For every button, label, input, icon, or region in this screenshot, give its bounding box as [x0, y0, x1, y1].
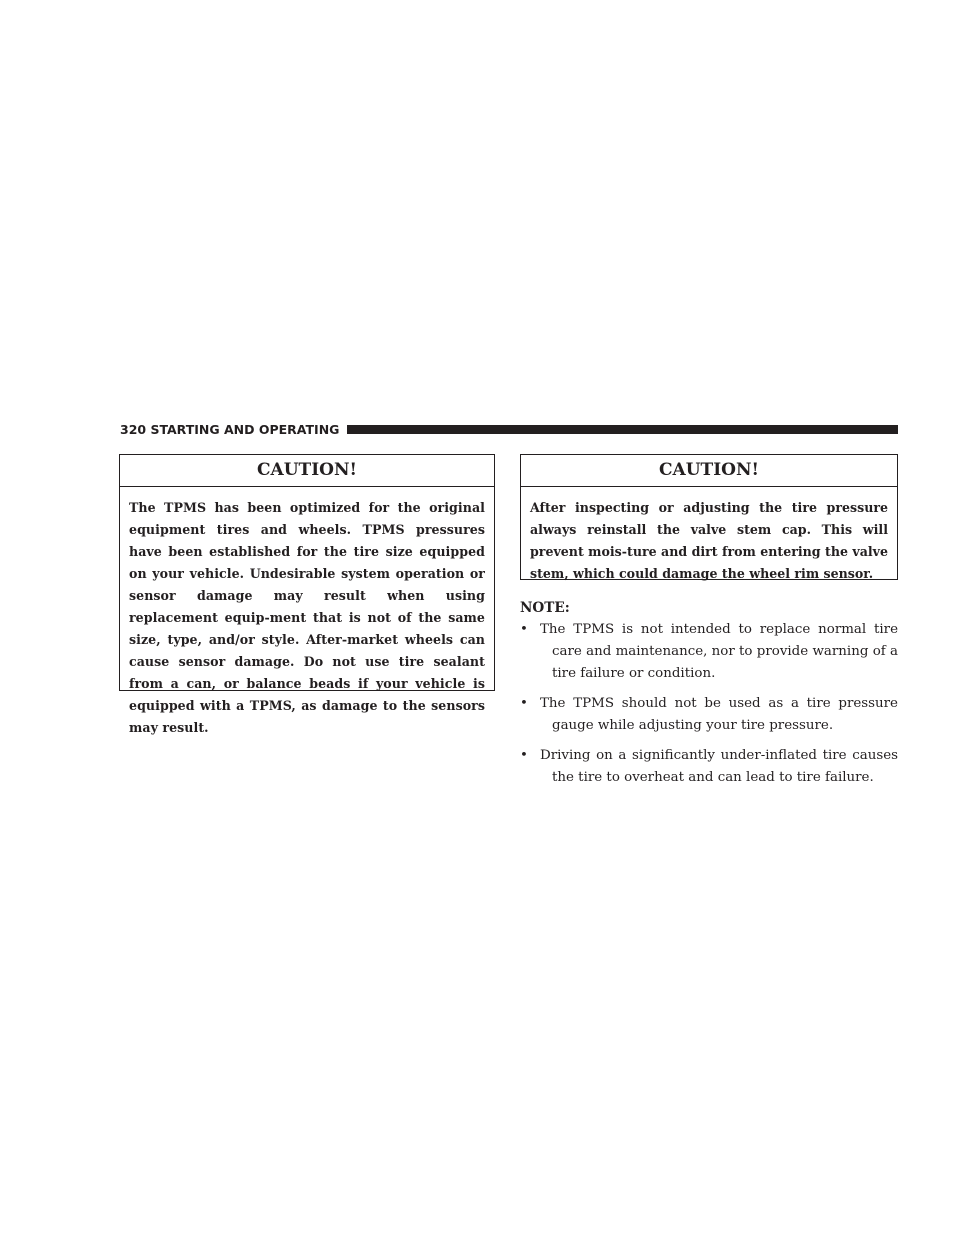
caution-box-valve-stem — [520, 454, 898, 580]
note-list — [520, 619, 898, 789]
page-section-label: 320 STARTING AND OPERATING — [120, 421, 340, 437]
list-item: • The TPMS should not be used as a tire pressure gauge while adjusting your tire pressure. — [520, 693, 898, 737]
header-rule — [347, 425, 898, 434]
caution-body: After inspecting or adjusting the tire pressure always reinstall the valve stem cap. This will prevent mois-ture and dirt from entering the valve stem, which could damage the wheel rim sensor. — [530, 500, 888, 581]
note-label: NOTE: — [520, 600, 570, 616]
caution-title: CAUTION! — [521, 455, 897, 487]
notes-section — [520, 597, 898, 797]
list-item: • The TPMS is not intended to replace normal tire care and maintenance, nor to provide warning of a tire failure or condition. — [520, 619, 898, 685]
page-header — [120, 420, 898, 438]
caution-title: CAUTION! — [120, 455, 494, 487]
caution-box-tpms-optimized — [119, 454, 495, 735]
list-item: • Driving on a significantly under-inflated tire causes the tire to overheat and can lead to tire failure. — [520, 745, 898, 789]
caution-body: The TPMS has been optimized for the original equipment tires and wheels. TPMS pressures have been established for the tire size equipped on your vehicle. Undesirable system operation or sensor damage may result when using replacement equip-ment that is not of the same size, type, and/or style. After-market wheels can cause sensor damage. Do not use tire sealant from a can, or balance beads if your vehicle is equipped with a TPMS, as damage to the sensors may result. — [129, 500, 485, 735]
